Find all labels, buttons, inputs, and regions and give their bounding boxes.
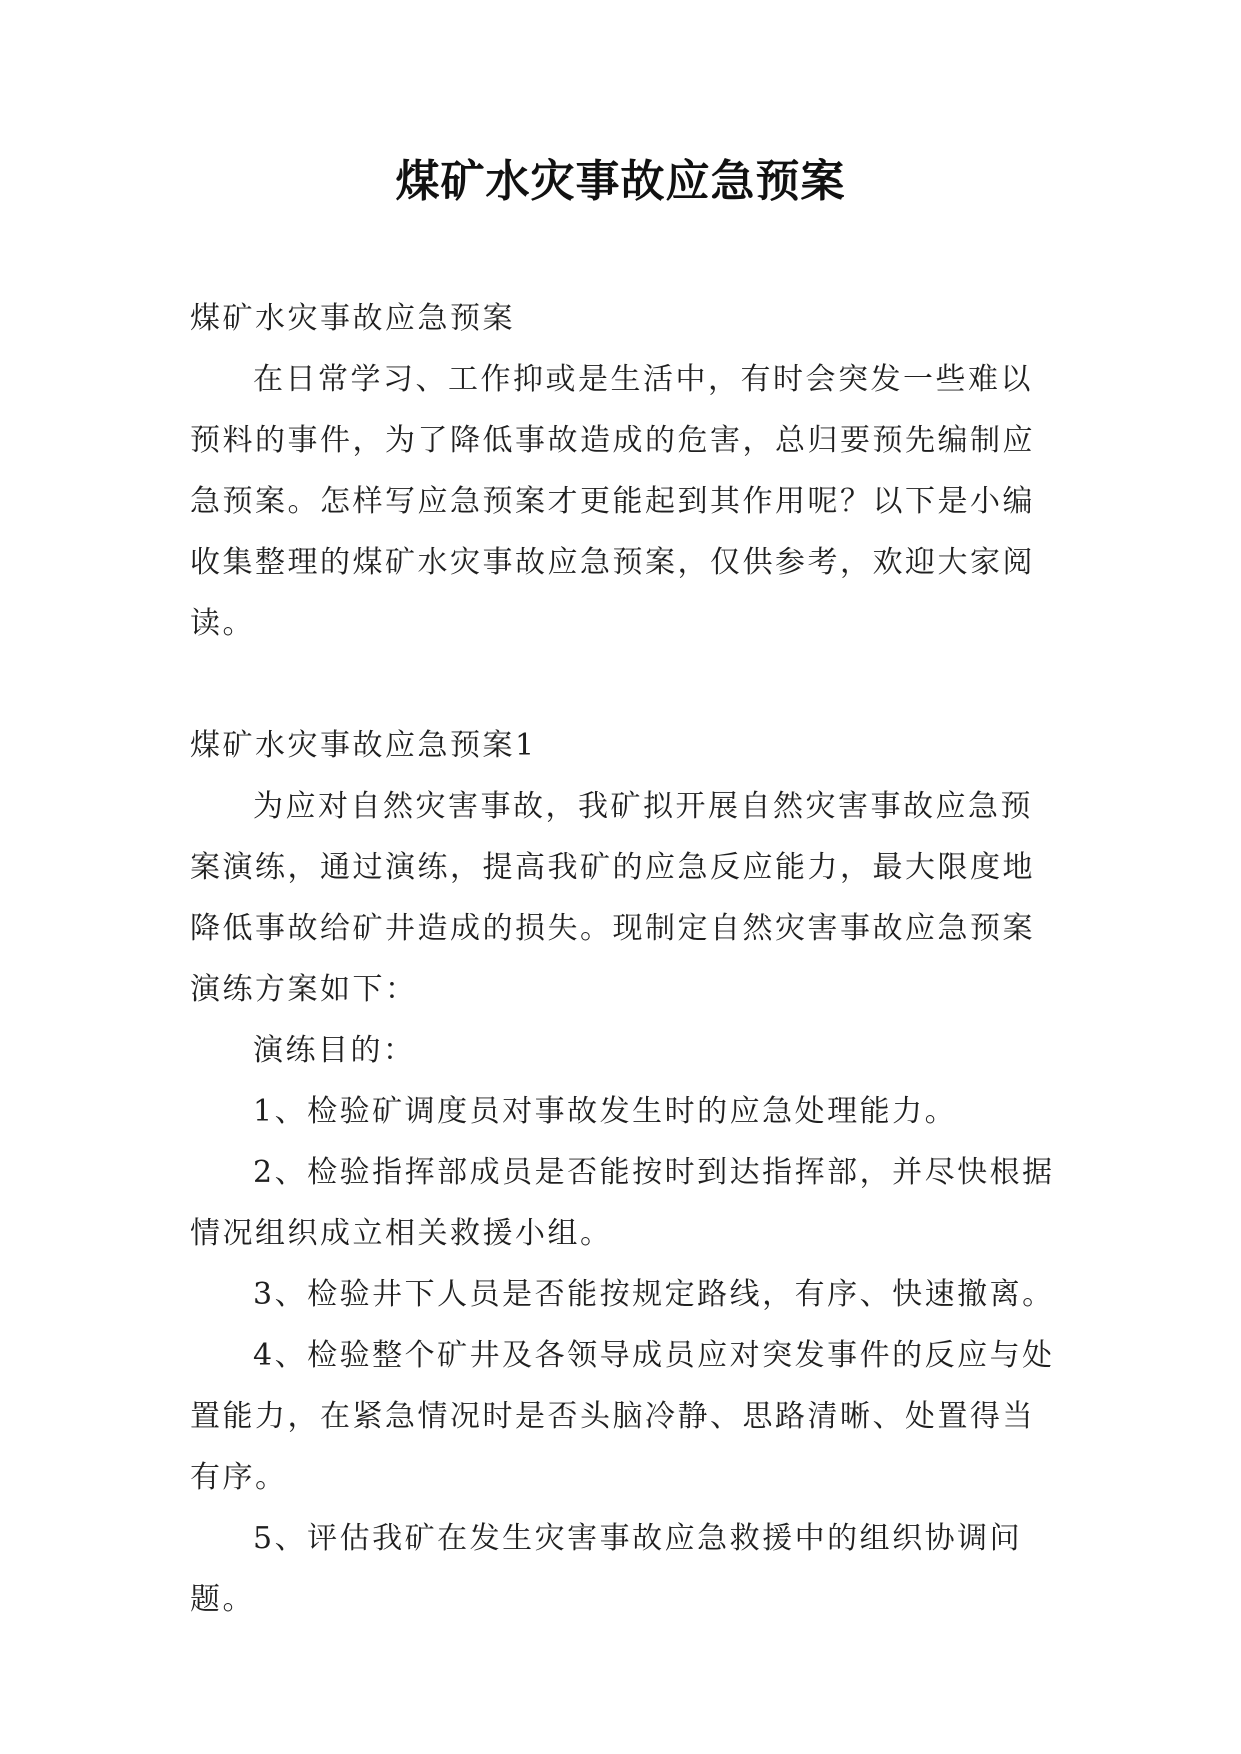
intro-paragraph: 在日常学习、工作抑或是生活中，有时会突发一些难以预料的事件，为了降低事故造成的危害，总归要预先编制应急预案。怎样写应急预案才更能起到其作用呢？以下是小编收集整理的煤矿水灾事故应急预案，仅供参考，欢迎大家阅读。 [190, 362, 1035, 641]
section-1-heading: 煤矿水灾事故应急预案1 [190, 728, 537, 763]
purpose-item-4: 4、检验整个矿井及各领导成员应对突发事件的反应与处置能力，在紧急情况时是否头脑冷静、思路清晰、处置得当有序。 [190, 1338, 1055, 1495]
purpose-item-3: 3、检验井下人员是否能按规定路线，有序、快速撤离。 [253, 1277, 1055, 1312]
purpose-label: 演练目的： [253, 1033, 416, 1068]
purpose-item-1: 1、检验矿调度员对事故发生时的应急处理能力。 [253, 1094, 958, 1129]
purpose-item-2: 2、检验指挥部成员是否能按时到达指挥部，并尽快根据情况组织成立相关救援小组。 [190, 1155, 1055, 1251]
purpose-item-5: 5、评估我矿在发生灾害事故应急救援中的组织协调问题。 [190, 1521, 1023, 1617]
document-body [190, 288, 1060, 1630]
section-1-paragraph: 为应对自然灾害事故，我矿拟开展自然灾害事故应急预案演练，通过演练，提高我矿的应急反应能力，最大限度地降低事故给矿井造成的损失。现制定自然灾害事故应急预案演练方案如下： [190, 789, 1035, 1007]
document-title: 煤矿水灾事故应急预案 [395, 156, 846, 207]
section-spacer [190, 654, 1060, 715]
intro-heading: 煤矿水灾事故应急预案 [190, 301, 515, 336]
